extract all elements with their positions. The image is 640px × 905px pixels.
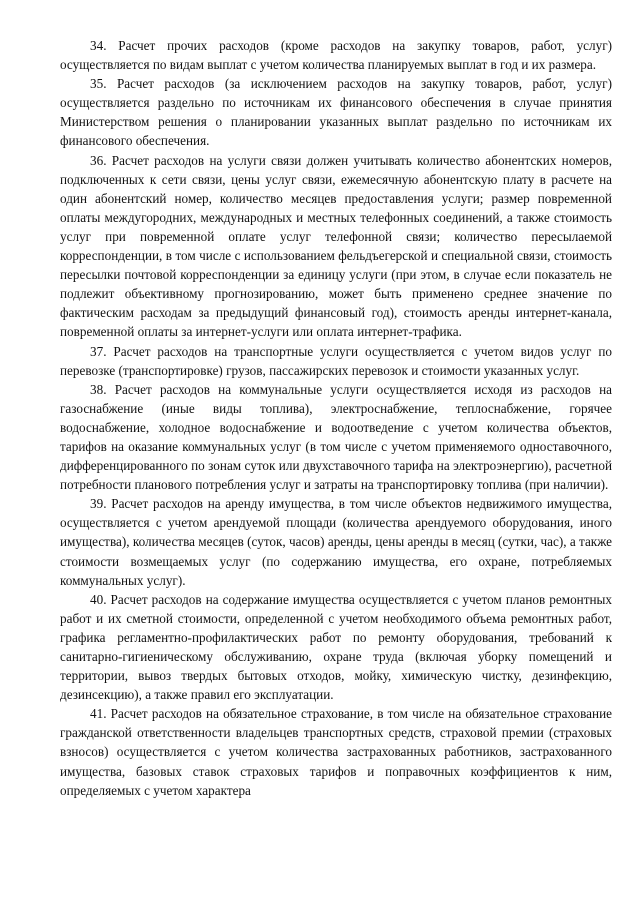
document-page bbox=[60, 36, 612, 800]
paragraph-36: 36. Расчет расходов на услуги связи должен учитывать количество абонентских номеров, подключенных к сети связи, цены услуг связи, ежемесячную абонентскую плату в расчете на один абонентский номер, количество месяцев предоставления услуги; размер повременной оплаты междугородних, международных и местных телефонных соединений, а также стоимость услуг при повременной оплате услуг телефонной связи; количество пересылаемой корреспонденции, в том числе с использованием фельдъегерской и специальной связи, стоимость пересылки почтовой корреспонденции за единицу услуги (при этом, в случае если показатель не подлежит объективному прогнозированию, может быть применено среднее значение по фактическим расходам за предыдущий финансовый год), стоимость аренды интернет-канала, повременной оплаты за интернет-услуги или оплата интернет-трафика. bbox=[60, 152, 612, 340]
paragraph-38: 38. Расчет расходов на коммунальные услуги осуществляется исходя из расходов на газоснабжение (иные виды топлива), электроснабжение, теплоснабжение, горячее водоснабжение, холодное водоснабжение и водоотведение с учетом количества объектов, тарифов на оказание коммунальных услуг (в том числе с учетом применяемого одноставочного, дифференцированного по зонам суток или двухставочного тарифа на электроэнергию), расчетной потребности планового потребления услуг и затраты на транспортировку топлива (при наличии). bbox=[60, 381, 612, 493]
paragraph-37: 37. Расчет расходов на транспортные услуги осуществляется с учетом видов услуг по перевозке (транспортировке) грузов, пассажирских перевозок и стоимости указанных услуг. bbox=[60, 343, 612, 378]
paragraph-35: 35. Расчет расходов (за исключением расходов на закупку товаров, работ, услуг) осуществляется раздельно по источникам их финансового обеспечения в случае принятия Министерством решения о планировании указанных выплат раздельно по источникам их финансового обеспечения. bbox=[60, 76, 612, 149]
paragraph-41: 41. Расчет расходов на обязательное страхование, в том числе на обязательное страхование гражданской ответственности владельцев транспортных средств, страховой премии (страховых взносов) осуществляется с учетом количества застрахованных работников, застрахованного имущества, базовых ставок страховых тарифов и поправочных коэффициентов к ним, определяемых с учетом характера bbox=[60, 706, 612, 798]
paragraph-39: 39. Расчет расходов на аренду имущества, в том числе объектов недвижимого имущества, осуществляется с учетом арендуемой площади (количества арендуемого оборудования, иного имущества), количества месяцев (суток, часов) аренды, цены аренды в месяц (сутки, час), а также стоимости возмещаемых услуг (по содержанию имущества, его охране, потребляемых коммунальных услуг). bbox=[60, 496, 612, 588]
paragraph-40: 40. Расчет расходов на содержание имущества осуществляется с учетом планов ремонтных работ и их сметной стоимости, определенной с учетом необходимого объема ремонтных работ, графика регламентно-профилактических работ по ремонту оборудования, требований к санитарно-гигиеническому обслуживанию, охране труда (включая уборку помещений и территории, вывоз твердых бытовых отходов, мойку, химическую чистку, дезинфекцию, дезинсекцию), а также правил его эксплуатации. bbox=[60, 591, 612, 703]
paragraph-34: 34. Расчет прочих расходов (кроме расходов на закупку товаров, работ, услуг) осуществляется по видам выплат с учетом количества планируемых выплат в год и их размера. bbox=[60, 38, 612, 73]
